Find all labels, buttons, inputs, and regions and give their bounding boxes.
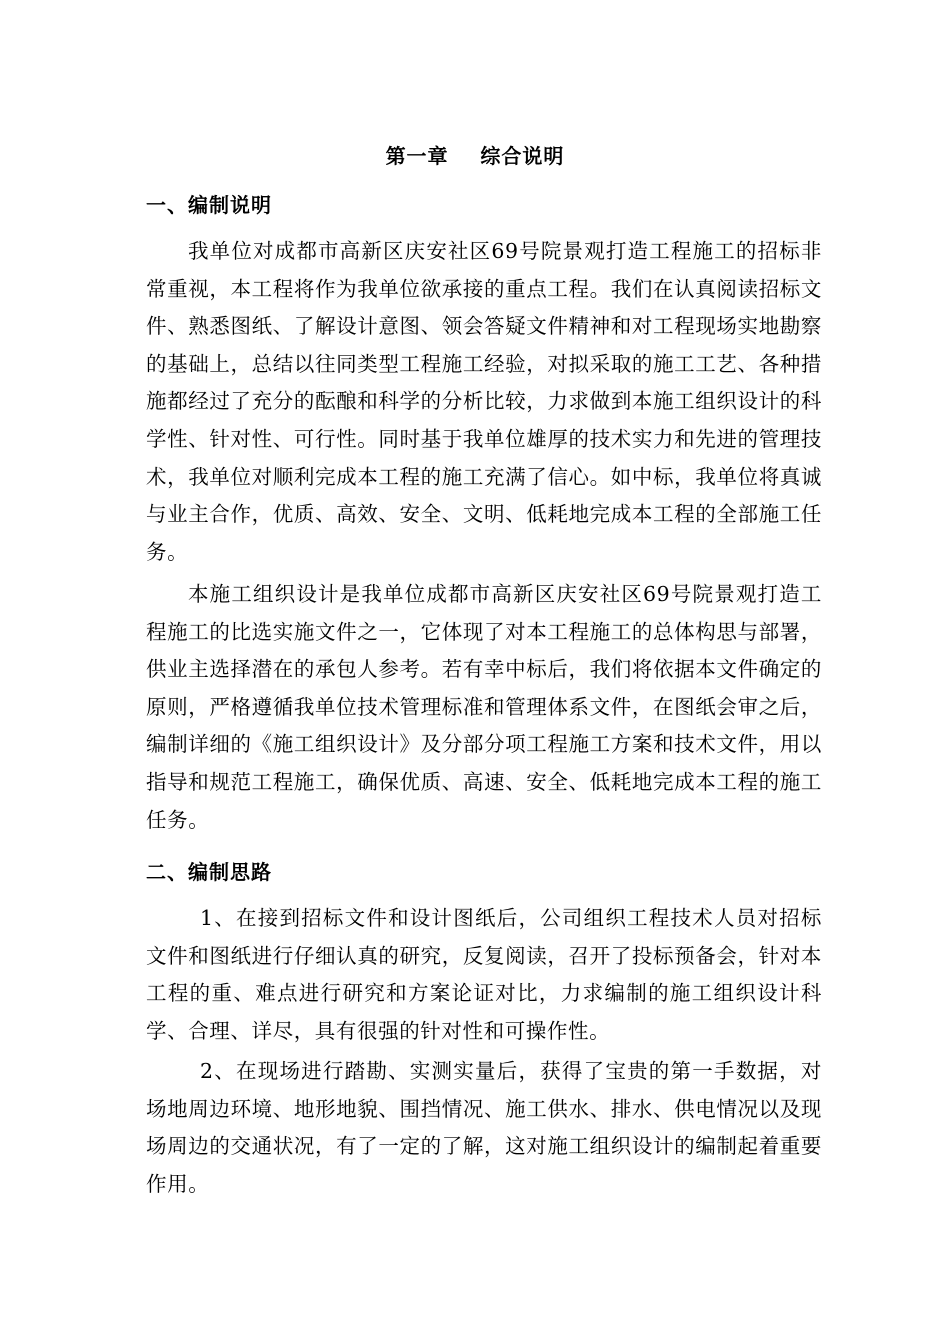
paragraph-item-1: 1、在接到招标文件和设计图纸后，公司组织工程技术人员对招标文件和图纸进行仔细认真的研究，反复阅读，召开了投标预备会，针对本工程的重、难点进行研究和方案论证对比，力求编制的施工组织设计科学、合理、详尽，具有很强的针对性和可操作性。	[146, 906, 822, 1043]
paragraph: 本施工组织设计是我单位成都市高新区庆安社区69号院景观打造工程施工的比选实施文件之一，它体现了对本工程施工的总体构思与部署，供业主选择潜在的承包人参考。若有幸中标后，我们将依据本文件确定的原则，严格遵循我单位技术管理标准和管理体系文件，在图纸会审之后，编制详细的《施工组织设计》及分部分项工程施工方案和技术文件，用以指导和规范工程施工，确保优质、高速、安全、低耗地完成本工程的施工任务。	[146, 582, 822, 832]
section-heading-compilation-description: 一、编制说明	[146, 193, 272, 217]
chapter-title: 第一章 综合说明	[385, 144, 565, 168]
paragraph-item-2: 2、在现场进行踏勘、实测实量后，获得了宝贵的第一手数据，对场地周边环境、地形地貌、围挡情况、施工供水、排水、供电情况以及现场周边的交通状况，有了一定的了解，这对施工组织设计的编制起着重要作用。	[146, 1059, 822, 1196]
paragraph: 我单位对成都市高新区庆安社区69号院景观打造工程施工的招标非常重视，本工程将作为我单位欲承接的重点工程。我们在认真阅读招标文件、熟悉图纸、了解设计意图、领会答疑文件精神和对工程现场实地勘察的基础上，总结以往同类型工程施工经验，对拟采取的施工工艺、各种措施都经过了充分的酝酿和科学的分析比较，力求做到本施工组织设计的科学性、针对性、可行性。同时基于我单位雄厚的技术实力和先进的管理技术，我单位对顺利完成本工程的施工充满了信心。如中标，我单位将真诚与业主合作，优质、高效、安全、文明、低耗地完成本工程的全部施工任务。	[146, 239, 822, 564]
section-heading-compilation-approach: 二、编制思路	[146, 860, 272, 884]
